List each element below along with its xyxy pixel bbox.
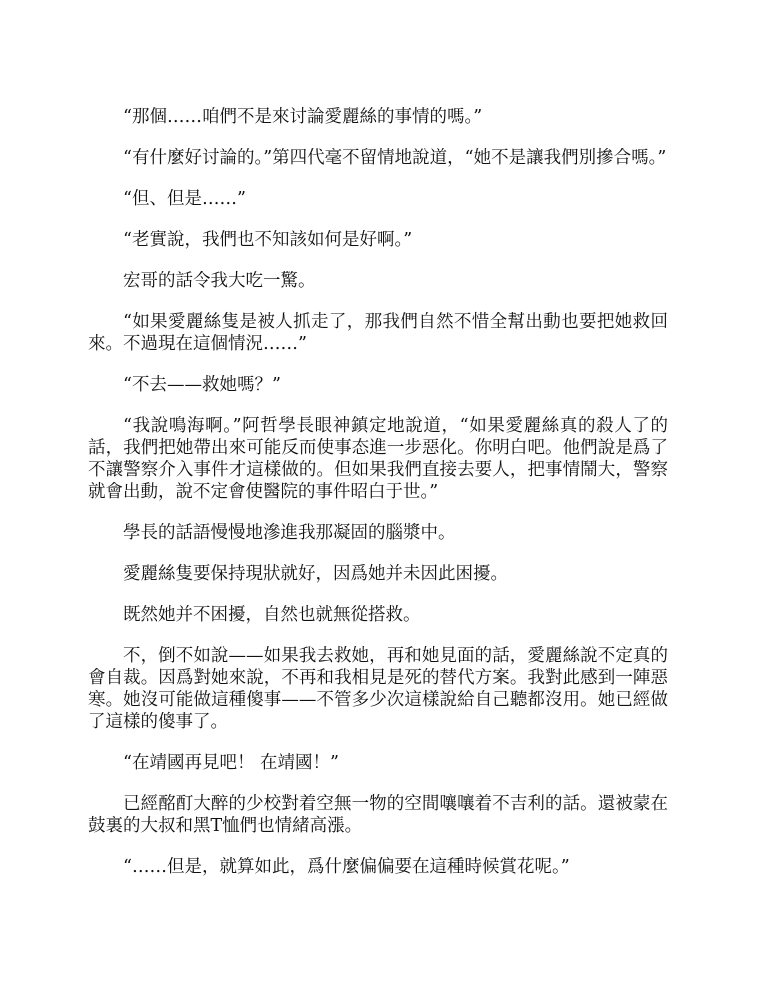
paragraph: “不去——救她嗎？” [123, 375, 281, 395]
paragraph: “老實說，我們也不知該如何是好啊。” [123, 230, 413, 250]
paragraph: 不，倒不如說——如果我去救她，再和她見面的話，愛麗絲說不定真的會自裁。因爲對她來說，不再和我相見是死的替代方案。我對此感到一陣惡寒。她沒可能做這種傻事——不管多少次這樣說給自己聽都沒用。她已經做了這樣的傻事了。 [88, 646, 668, 732]
paragraph: 既然她并不困擾，自然也就無從搭救。 [123, 605, 421, 625]
paragraph: 學長的話語慢慢地滲進我那凝固的腦漿中。 [123, 523, 456, 543]
paragraph: “在靖國再見吧！ 在靖國！” [123, 753, 339, 773]
paragraph: 已經酩酊大醉的少校對着空無一物的空間嚷嚷着不吉利的話。還被蒙在鼓裏的大叔和黑T恤們也情緒高漲。 [88, 794, 668, 836]
document-body [88, 106, 668, 897]
paragraph: “但、但是……” [123, 189, 246, 209]
paragraph: 宏哥的話令我大吃一驚。 [123, 271, 316, 291]
paragraph: “有什麼好讨論的。”第四代毫不留情地說道，“她不是讓我們別摻合嗎。” [123, 148, 667, 168]
paragraph: “如果愛麗絲隻是被人抓走了，那我們自然不惜全幫出動也要把她救回來。不過現在這個情況……” [88, 312, 668, 354]
paragraph: “我說鳴海啊。”阿哲學長眼神鎮定地說道，“如果愛麗絲真的殺人了的話，我們把她帶出來可能反而使事态進一步惡化。你明白吧。他們說是爲了不讓警察介入事件才這樣做的。但如果我們直接去要人，把事情鬧大，警察就會出動，說不定會使醫院的事件昭白于世。” [88, 416, 668, 502]
paragraph: 愛麗絲隻要保持現狀就好，因爲她并未因此困擾。 [123, 564, 508, 584]
paragraph: “那個……咱們不是來讨論愛麗絲的事情的嗎。” [123, 107, 483, 127]
paragraph: “……但是，就算如此，爲什麼偏偏要在這種時候賞花呢。” [123, 857, 570, 877]
